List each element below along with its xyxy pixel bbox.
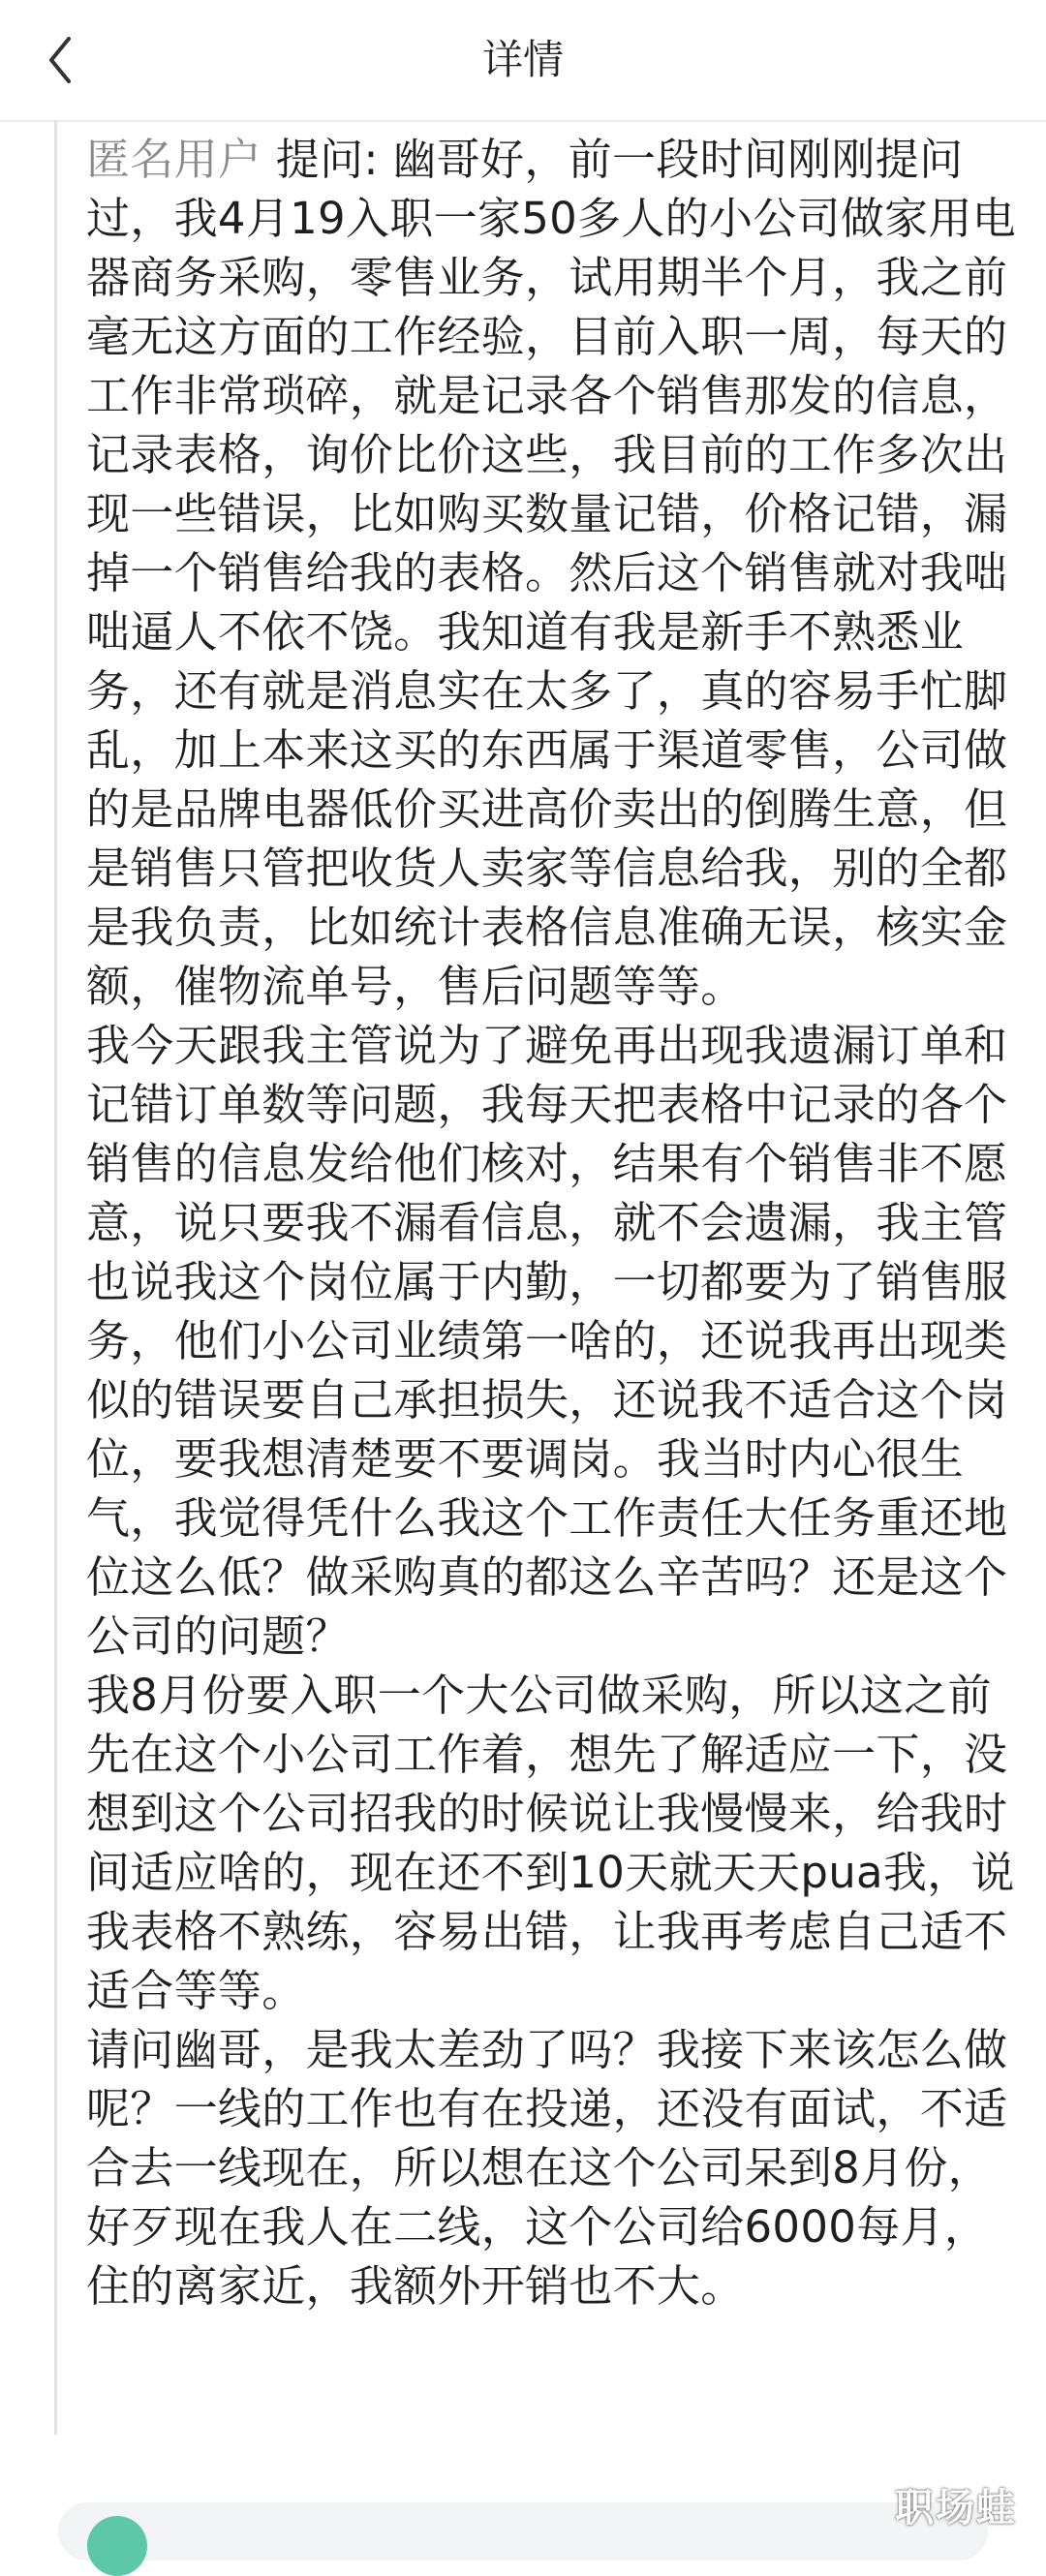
question-label: 提问:	[262, 134, 393, 185]
question-content	[54, 120, 1026, 2435]
watermark: 职场蛙	[895, 2486, 1017, 2530]
question-paragraph-4: 请问幽哥，是我太差劲了吗？我接下来该怎么做呢？一线的工作也有在投递，还没有面试，不适合去一线现在，所以想在这个公司呆到8月份，好歹现在我人在二线，这个公司给6000每月，住的离家近，我额外开销也不大。	[86, 2024, 1008, 2312]
bottom-action-bar[interactable]	[58, 2502, 988, 2561]
paragraph-text: 幽哥好，前一段时间刚刚提问过，我4月19入职一家50多人的小公司做家用电器商务采购，零售业务，试用期半个月，我之前毫无这方面的工作经验，目前入职一周，每天的工作非常琐碎，就是记录各个销售那发的信息，记录表格，询价比价这些，我目前的工作多次出现一些错误，比如购买数量记错，价格记错，漏掉一个销售给我的表格。然后这个销售就对我咄咄逼人不依不饶。我知道有我是新手不熟悉业务，还有就是消息实在太多了，真的容易手忙脚乱，加上本来这买的东西属于渠道零售，公司做的是品牌电器低价买进高价卖出的倒腾生意，但是销售只管把收货人卖家等信息给我，别的全都是我负责，比如统计表格信息准确无误，核实金额，催物流单号，售后问题等等。	[86, 134, 1017, 1012]
top-navigation-bar	[0, 0, 1046, 122]
question-paragraph-1	[86, 130, 1026, 1016]
question-paragraph-3: 我8月份要入职一个大公司做采购，所以这之前先在这个小公司工作着，想先了解适应一下，没想到这个公司招我的时候说让我慢慢来，给我时间适应啥的，现在还不到10天就天天pua我，说我表格不熟练，容易出错，让我再考虑自己适不适合等等。	[86, 1670, 1015, 2016]
page-title: 详情	[481, 36, 564, 83]
question-text	[86, 130, 1026, 2315]
question-paragraph-2: 我今天跟我主管说为了避免再出现我遗漏订单和记错订单数等问题，我每天把表格中记录的各个销售的信息发给他们核对，结果有个销售非不愿意，说只要我不漏看信息，就不会遗漏，我主管也说我这个岗位属于内勤，一切都要为了销售服务，他们小公司业绩第一啥的，还说我再出现类似的错误要自己承担损失，还说我不适合这个岗位，要我想清楚要不要调岗。我当时内心很生气，我觉得凭什么我这个工作责任大任务重还地位这么低？做采购真的都这么辛苦吗？还是这个公司的问题？	[86, 1020, 1008, 1662]
avatar[interactable]	[87, 2516, 147, 2576]
author-name[interactable]: 匿名用户	[86, 134, 262, 185]
